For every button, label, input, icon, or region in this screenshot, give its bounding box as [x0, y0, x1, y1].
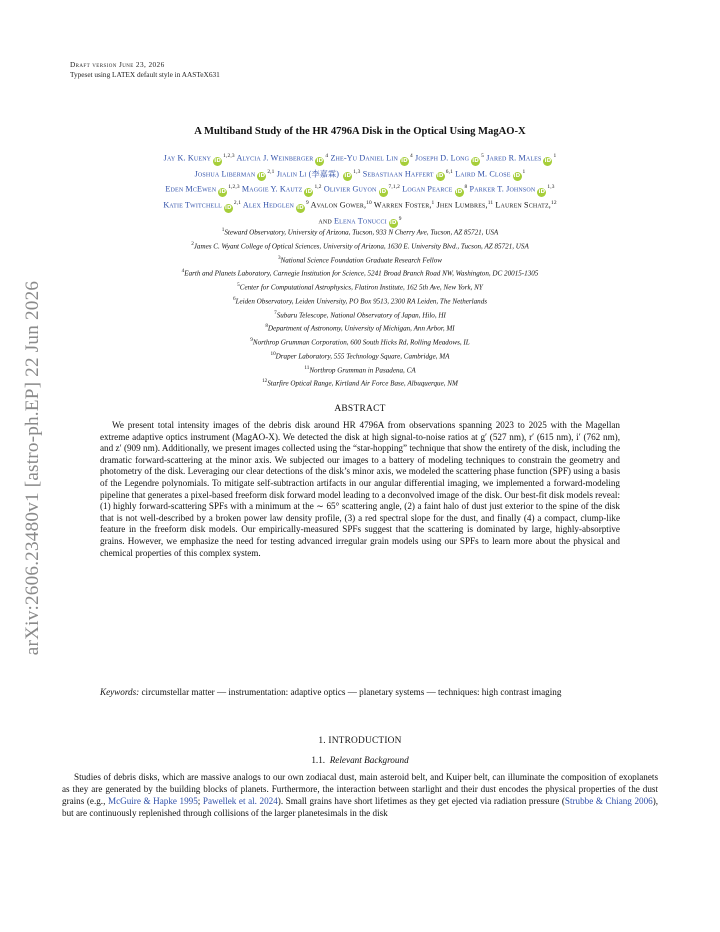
affiliation-text: Starfire Optical Range, Kirtland Air Force Base, Albuquerque, NM — [267, 379, 458, 388]
affiliation-item — [60, 239, 660, 253]
affiliation-text: Center for Computational Astrophysics, Flatiron Institute, 162 5th Ave, New York, NY — [239, 283, 483, 292]
author-name: Lauren Schatz, — [495, 200, 551, 210]
affiliation-text: James C. Wyant College of Optical Sciences, University of Arizona, 1630 E. University Blvd., Tucson, AZ 85721, USA — [193, 242, 529, 251]
author-name[interactable]: Maggie Y. Kautz — [241, 185, 303, 195]
affiliation-item — [60, 335, 660, 349]
orcid-icon[interactable]: iD — [214, 157, 222, 164]
subsection-title: Relevant Background — [329, 755, 409, 765]
author-name[interactable]: Joseph D. Long — [415, 153, 470, 163]
affiliation-item — [60, 363, 660, 377]
orcid-icon[interactable]: iD — [219, 189, 227, 196]
orcid-icon[interactable]: iD — [225, 204, 232, 211]
author-name[interactable]: Alycia J. Weinberger — [236, 153, 314, 163]
author-list — [60, 150, 660, 228]
orcid-icon[interactable]: iD — [472, 157, 480, 164]
arxiv-side-identifier — [22, 236, 44, 700]
author-affil-marks: 1,2,3 — [228, 184, 240, 191]
subsection-heading — [70, 755, 650, 765]
affiliation-number: 4 — [181, 268, 185, 275]
citation-link[interactable]: Strubbe & Chiang 2006 — [564, 796, 653, 807]
affiliation-number: 5 — [237, 282, 240, 289]
intro-paragraph — [62, 771, 658, 819]
author-name[interactable]: Eden McEwen — [165, 185, 217, 195]
affiliation-number: 6 — [232, 295, 236, 302]
affiliation-number: 7 — [274, 309, 277, 316]
author-affil-marks: 10 — [366, 200, 372, 207]
author-name[interactable]: Sebastiaan Haffert — [362, 169, 434, 179]
affiliation-item — [60, 376, 660, 390]
orcid-icon[interactable]: iD — [305, 189, 313, 196]
affiliation-number: 12 — [262, 378, 268, 385]
affiliation-item — [60, 308, 660, 322]
author-affil-marks: 1,3 — [547, 184, 555, 191]
affiliation-number: 9 — [250, 337, 253, 344]
author-name[interactable]: Alex Hedglen — [242, 200, 294, 210]
author-affil-marks: 1,2,3 — [223, 153, 235, 159]
affiliation-item — [60, 349, 660, 363]
keywords-text: circumstellar matter — instrumentation: adaptive optics — planetary systems — techniques: high contrast imaging — [141, 687, 562, 697]
author-name[interactable]: Logan Pearce — [402, 185, 453, 195]
orcid-icon[interactable]: iD — [316, 157, 324, 164]
author-name[interactable]: Jay K. Kueny — [163, 153, 212, 163]
author-name[interactable]: Jared R. Males — [486, 153, 542, 163]
author-affil-marks: 9 — [306, 200, 309, 207]
author-name[interactable]: Parker T. Johnson — [469, 185, 536, 195]
author-affil-marks: 9 — [398, 215, 402, 222]
arxiv-id-text: arXiv:2606.23480v1 [astro-ph.EP] 22 Jun 2026 — [22, 280, 43, 656]
keywords — [100, 686, 677, 698]
author-name[interactable]: Olivier Guyon — [323, 185, 377, 195]
affiliation-text: National Science Foundation Graduate Research Fellow — [280, 255, 443, 264]
intro-text: ; — [197, 796, 201, 807]
orcid-icon[interactable]: iD — [513, 173, 521, 180]
author-name[interactable]: Elena Tonucci — [334, 216, 387, 226]
orcid-icon[interactable]: iD — [455, 189, 463, 196]
author-affil-marks: 12 — [550, 200, 557, 207]
affiliation-text: Northrop Grumman Corporation, 600 South Hicks Rd, Rolling Meadows, IL — [252, 338, 470, 347]
author-affil-marks: 1 — [553, 153, 557, 159]
affiliation-item — [60, 280, 660, 294]
citation-link[interactable]: Pawellek et al. 2024 — [202, 796, 278, 807]
orcid-icon[interactable]: iD — [538, 189, 546, 196]
affiliation-text: Earth and Planets Laboratory, Carnegie Institution for Science, 5241 Broad Branch Road NW, Washington, DC 20015-1305 — [184, 269, 539, 278]
subsection-number: 1.1. — [311, 755, 326, 765]
author-affil-marks: 7,1,2 — [388, 184, 401, 191]
orcid-icon[interactable]: iD — [297, 204, 304, 211]
affiliation-text: Northrop Grumman in Pasadena, CA — [309, 366, 416, 375]
author-affil-marks: 8 — [464, 184, 468, 191]
author-conjunction: and — [318, 216, 332, 226]
author-name: Warren Foster, — [373, 200, 432, 210]
author-name: Jhen Lumbres, — [436, 200, 488, 210]
typeset-note: Typeset using LATEX default style in AASTeX631 — [70, 70, 220, 79]
author-affil-marks: 4 — [325, 153, 329, 159]
author-name[interactable]: Katie Twitchell — [163, 200, 222, 210]
author-name[interactable]: Jialin Li (李嘉霖) — [276, 169, 340, 179]
affiliation-number: 1 — [221, 227, 225, 233]
author-affil-marks: 4 — [409, 153, 413, 159]
affiliation-text: Leiden Observatory, Leiden University, PO Box 9513, 2300 RA Leiden, The Netherlands — [235, 297, 488, 306]
author-affil-marks: 6,1 — [445, 168, 453, 175]
affiliation-number: 10 — [270, 350, 276, 357]
author-affil-marks: 11 — [487, 200, 494, 207]
section-heading: 1. INTRODUCTION — [318, 736, 402, 746]
author-affil-marks: 1 — [431, 200, 435, 207]
affiliation-number: 3 — [277, 254, 281, 261]
keywords-label: Keywords: — [100, 687, 140, 697]
author-affil-marks: 2,1 — [233, 200, 242, 207]
affiliation-number: 2 — [191, 240, 194, 247]
affiliation-text: Department of Astronomy, University of Michigan, Ann Arbor, MI — [267, 324, 455, 333]
abstract-heading: ABSTRACT — [334, 404, 386, 414]
affiliation-item — [60, 225, 660, 239]
affiliation-number: 8 — [265, 323, 268, 330]
orcid-icon[interactable]: iD — [389, 220, 397, 227]
author-name[interactable]: Zhe-Yu Daniel Lin — [330, 153, 398, 163]
affiliation-item — [60, 294, 660, 308]
affiliation-text: Steward Observatory, University of Arizona, Tucson, 933 N Cherry Ave, Tucson, AZ 85721, USA — [224, 228, 499, 237]
author-affil-marks: 1 — [522, 168, 526, 175]
affiliation-text: Subaru Telescope, National Observatory of Japan, Hilo, HI — [276, 310, 446, 319]
affiliation-item — [60, 321, 660, 335]
author-affil-marks: 1,2 — [314, 184, 322, 191]
draft-version: Draft version June 23, 2026 — [70, 60, 165, 69]
orcid-icon[interactable]: iD — [544, 157, 552, 164]
orcid-icon[interactable]: iD — [379, 189, 387, 196]
author-name[interactable]: Joshua Liberman — [194, 169, 256, 179]
orcid-icon[interactable]: iD — [436, 173, 444, 180]
affiliation-text: Draper Laboratory, 555 Technology Square, Cambridge, MA — [275, 352, 450, 361]
affiliation-list — [60, 225, 660, 390]
abstract-body: We present total intensity images of the debris disk around HR 4796A from observations spanning 2023 to 2025 with the Magellan extreme adaptive optics instrument (MagAO-X). We detected the disk at high signal-to-noise ratios at g′ (527 nm), r′ (615 nm), i′ (762 nm), and z′ (909 nm). Additionally, we present images collected using the “star-hopping” technique that show the entirety of the disk, including the dramatic forward-scattering at the minor axis. We subjected our images to a battery of modeling techniques to constrain the geometry and photometry of the disk. Leveraging our clear detections of the disk’s minor axis, we modeled the scattering phase function (SPF) using a basis of the Legendre polynomials. To mitigate self-subtraction artifacts in our angular differential imaging, we implemented a forward-modeling pipeline that generates a pixel-based freeform disk forward model leading to a deconvolved image of the disk. Our best-fit disk models reveal: (1) highly forward-scattering SPFs with a minimum at the ∼ 65° scattering angle, (2) a faint halo of dust just exterior to the spine of the disk that is not well-described by a broken power law density profile, (3) a red spectral slope for the dust, and finally (4) a compact, clump-like feature in the freeform disk models. Our empirically-measured SPFs suggest that the scattering is dominated by large, highly-absorptive grains. However, we emphasize the need for testing advanced irregular grain models using our SPFs to learn more about the physical and chemical properties of this complex system. — [100, 420, 620, 558]
author-name[interactable]: Laird M. Close — [455, 169, 511, 179]
citation-link[interactable]: McGuire & Hapke 1995 — [107, 796, 198, 807]
orcid-icon[interactable]: iD — [258, 173, 266, 180]
author-name: Avalon Gower, — [310, 200, 367, 210]
affiliation-number: 11 — [304, 364, 310, 371]
paper-title: A Multiband Study of the HR 4796A Disk in the Optical Using MagAO-X — [194, 126, 526, 137]
author-affil-marks: 2,1 — [267, 168, 275, 175]
intro-text: Studies of debris disks, which are massive analogs to our own zodiacal dust, main asteroid belt, and Kuiper belt, can illuminate the composition of exoplanets as they are generated by the building blocks of planets. Furthermore, the interaction between starlight and their dust encodes the physical properties of the dust grains (e.g., — [62, 772, 658, 807]
intro-text: ). Small grains have short lifetimes as they get ejected via radiation pressure ( — [277, 796, 565, 807]
affiliation-item — [60, 266, 660, 280]
author-affil-marks: 1,3 — [353, 168, 361, 175]
author-affil-marks: 5 — [481, 153, 485, 159]
page-header — [70, 60, 220, 80]
intro-text: ), but are continuously replenished through collisions of the larger planetesimals in the disk — [62, 796, 659, 819]
orcid-icon[interactable]: iD — [344, 173, 352, 180]
affiliation-item — [60, 253, 660, 267]
orcid-icon[interactable]: iD — [401, 157, 408, 164]
